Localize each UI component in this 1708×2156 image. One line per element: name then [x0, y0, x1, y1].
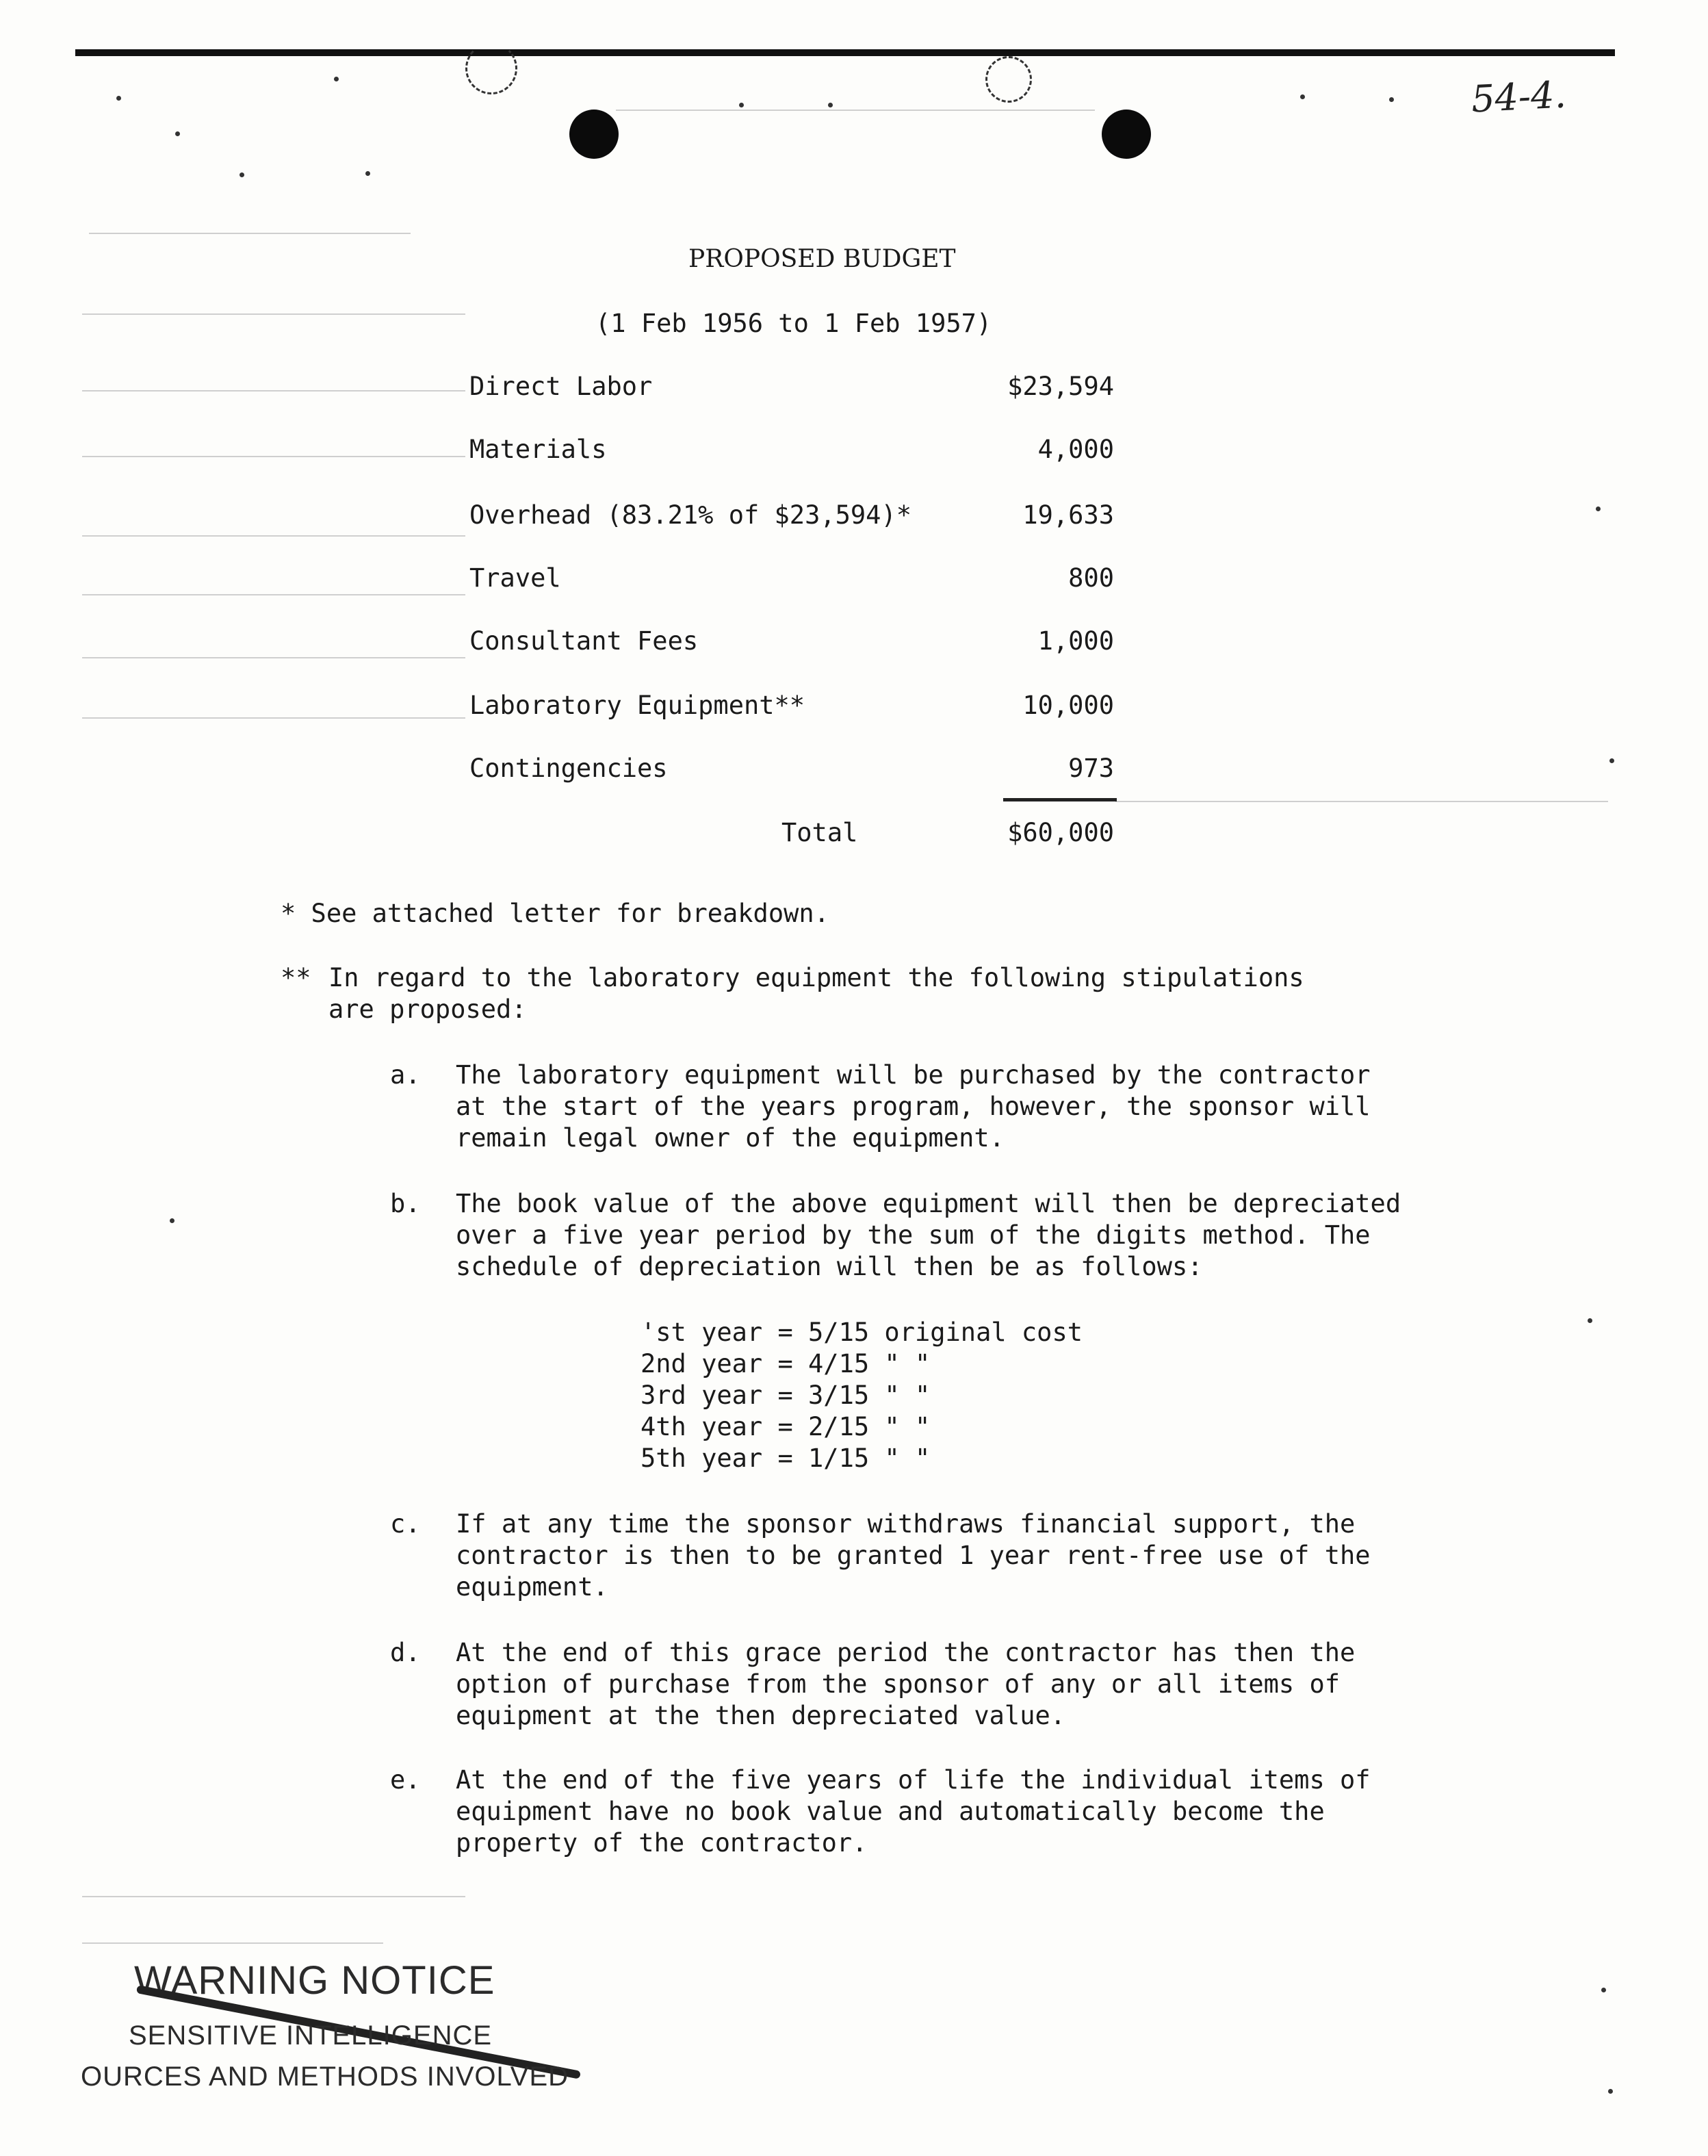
budget-item-label: Overhead (83.21% of $23,594)* [469, 500, 912, 530]
faint-line [89, 233, 411, 234]
stipulation-line: schedule of depreciation will then be as follows: [456, 1252, 1203, 1281]
budget-item-amount: 19,633 [1022, 500, 1114, 530]
footnote-double-asterisk-marker: ** [281, 963, 311, 992]
document-title: PROPOSED BUDGET [688, 245, 956, 273]
stamp-line: OURCES AND METHODS INVOLVED [81, 2062, 569, 2092]
stipulation-line: equipment have no book value and automatically become the [456, 1797, 1325, 1826]
faint-line [1115, 801, 1608, 802]
stipulation-line: over a five year period by the sum of the digits method. The [456, 1220, 1371, 1250]
budget-item-amount: 1,000 [1037, 626, 1114, 656]
budget-item-label: Laboratory Equipment** [469, 691, 805, 720]
faint-line [82, 657, 465, 658]
stipulation-line: option of purchase from the sponsor of any or all items of [456, 1669, 1341, 1699]
budget-item-label: Travel [469, 563, 561, 593]
stipulation-line: property of the contractor. [456, 1828, 868, 1858]
faint-line [82, 535, 465, 537]
total-amount: $60,000 [1007, 818, 1114, 847]
stipulation-line: contractor is then to be granted 1 year rent-free use of the [456, 1541, 1371, 1570]
stipulation-letter: a. [390, 1060, 421, 1090]
faint-line [82, 390, 465, 392]
budget-item-amount: 973 [1068, 754, 1114, 783]
scan-speck [175, 131, 180, 136]
punch-hole-mark-center [985, 56, 1032, 103]
scan-speck [170, 1218, 174, 1223]
budget-item-label: Contingencies [469, 754, 668, 783]
top-edge-rule [75, 49, 1615, 56]
faint-line [82, 1896, 465, 1897]
budget-item-amount: 10,000 [1022, 691, 1114, 720]
scan-speck [334, 77, 339, 81]
budget-period: (1 Feb 1956 to 1 Feb 1957) [595, 309, 992, 338]
schedule-row: 2nd year = 4/15 " " [640, 1349, 931, 1378]
stipulation-line: The laboratory equipment will be purchased by the contractor [456, 1060, 1371, 1090]
stipulation-line: remain legal owner of the equipment. [456, 1123, 1005, 1153]
stamp-line: SENSITIVE INTELLIGENCE [129, 2020, 493, 2051]
budget-item-label: Materials [469, 435, 607, 464]
schedule-row: 5th year = 1/15 " " [640, 1443, 931, 1473]
scan-speck [1389, 97, 1394, 102]
faint-line [616, 110, 1095, 111]
faint-line [82, 313, 465, 315]
scan-speck [1596, 506, 1601, 511]
scan-speck [739, 103, 744, 107]
faint-line [82, 717, 465, 719]
stipulation-letter: d. [390, 1638, 421, 1667]
scan-speck [116, 96, 121, 101]
budget-item-amount: 800 [1068, 563, 1114, 593]
budget-item-amount: 4,000 [1037, 435, 1114, 464]
scan-speck [1609, 758, 1614, 763]
footnote-double-asterisk-line: In regard to the laboratory equipment the following stipulations [328, 963, 1304, 992]
punch-hole-left [569, 110, 619, 159]
schedule-row: 3rd year = 3/15 " " [640, 1381, 931, 1410]
punch-hole-mark-left [465, 42, 517, 94]
stipulation-line: The book value of the above equipment will then be depreciated [456, 1189, 1401, 1218]
stipulation-letter: c. [390, 1509, 421, 1539]
scan-speck [1588, 1318, 1592, 1323]
total-label: Total [781, 818, 858, 847]
total-underline [1003, 798, 1117, 801]
faint-line [82, 456, 465, 457]
faint-line [82, 594, 465, 595]
scan-speck [1300, 94, 1305, 99]
stipulation-line: At the end of this grace period the contractor has then the [456, 1638, 1356, 1667]
budget-item-label: Consultant Fees [469, 626, 699, 656]
footnote-single-asterisk: * See attached letter for breakdown. [281, 899, 829, 928]
schedule-row: 'st year = 5/15 original cost [640, 1318, 1083, 1347]
scan-speck [240, 172, 244, 177]
budget-item-label: Direct Labor [469, 372, 653, 401]
footnote-double-asterisk-line: are proposed: [328, 994, 527, 1024]
scan-speck [828, 103, 833, 107]
stipulation-line: At the end of the five years of life the individual items of [456, 1765, 1371, 1795]
budget-item-amount: $23,594 [1007, 372, 1114, 401]
scan-speck [365, 171, 370, 176]
stipulation-line: equipment. [456, 1572, 608, 1602]
scan-speck [1608, 2089, 1613, 2094]
stipulation-line: If at any time the sponsor withdraws financial support, the [456, 1509, 1356, 1539]
stamp-title: WARNING NOTICE [134, 1958, 495, 2003]
faint-line [82, 1942, 383, 1944]
handwritten-page-number: 54-4. [1470, 73, 1568, 121]
stipulation-letter: e. [390, 1765, 421, 1795]
scan-speck [1601, 1988, 1606, 1992]
stipulation-line: equipment at the then depreciated value. [456, 1701, 1066, 1730]
stipulation-letter: b. [390, 1189, 421, 1218]
schedule-row: 4th year = 2/15 " " [640, 1412, 931, 1441]
punch-hole-right [1102, 110, 1151, 159]
stipulation-line: at the start of the years program, however, the sponsor will [456, 1092, 1371, 1121]
